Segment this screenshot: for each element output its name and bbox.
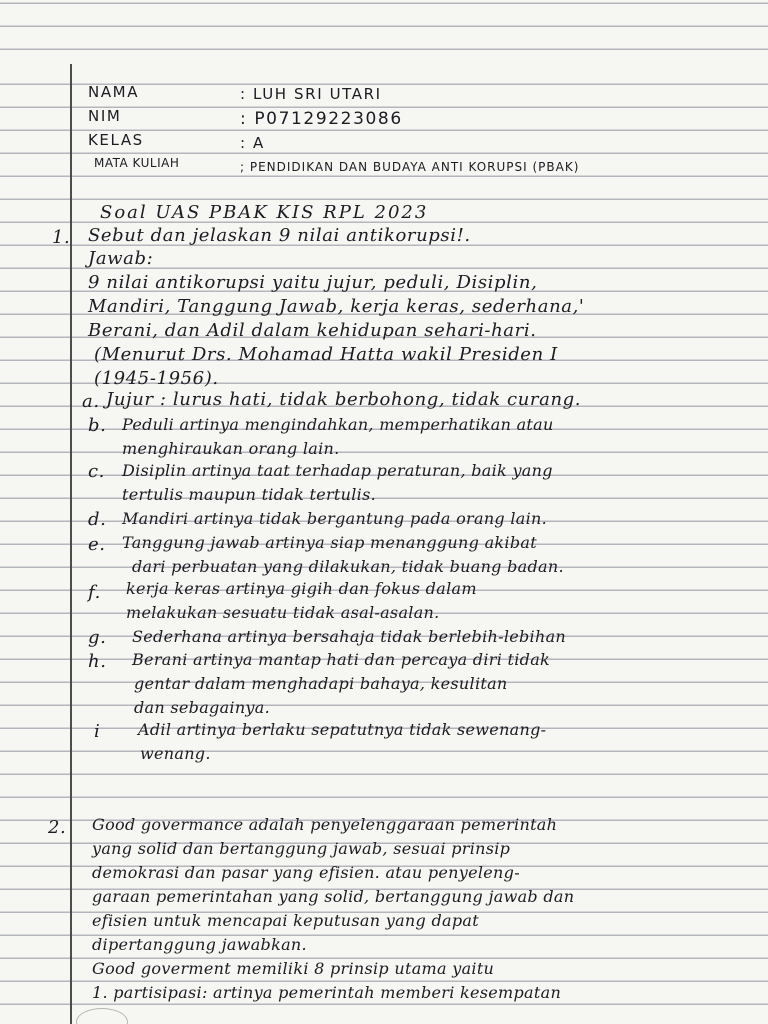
answer-line: yang solid dan bertanggung jawab, sesuai prinsip: [92, 839, 511, 858]
stamp-mark: [76, 1008, 128, 1024]
answer-line: Mandiri, Tanggung Jawab, kerja keras, sederhana,': [88, 296, 585, 317]
question-number: 1.: [52, 227, 71, 248]
item-line: Sederhana artinya bersahaja tidak berlebih-lebihan: [132, 627, 567, 646]
answer-line: demokrasi dan pasar yang efisien. atau penyeleng-: [92, 863, 520, 882]
item-letter: h.: [88, 651, 107, 672]
matkul-label: MATA KULIAH: [94, 156, 180, 170]
nim-label: NIM: [88, 107, 122, 125]
kelas-label: KELAS: [88, 131, 144, 149]
kelas-value: : A: [240, 134, 265, 152]
answer-line: efisien untuk mencapai keputusan yang dapat: [92, 911, 479, 930]
answer-line: Good goverment memiliki 8 prinsip utama yaitu: [92, 959, 495, 978]
item-line: kerja keras artinya gigih dan fokus dalam: [126, 579, 477, 598]
answer-label: Jawab:: [88, 248, 154, 269]
item-line: tertulis maupun tidak tertulis.: [122, 485, 376, 504]
item-letter: a.: [82, 391, 100, 412]
nim-value: : P07129223086: [240, 109, 403, 129]
item-line: Peduli artinya mengindahkan, memperhatikan atau: [122, 415, 554, 434]
item-letter: f.: [88, 582, 101, 603]
item-line: wenang.: [140, 744, 211, 763]
item-letter: c.: [88, 461, 106, 482]
item-letter: g.: [88, 627, 107, 648]
answer-line: garaan pemerintahan yang solid, bertanggung jawab dan: [92, 887, 575, 906]
exam-title: Soal UAS PBAK KIS RPL 2023: [100, 202, 429, 223]
item-letter: b.: [88, 415, 107, 436]
item-letter: d.: [88, 509, 107, 530]
item-line: Tanggung jawab artinya siap menanggung akibat: [122, 533, 537, 552]
item-line: Adil artinya berlaku sepatutnya tidak sewenang-: [138, 720, 547, 739]
item-line: Berani artinya mantap hati dan percaya diri tidak: [132, 650, 551, 669]
item-letter: e.: [88, 534, 106, 555]
answer-line: 1. partisipasi: artinya pemerintah memberi kesempatan: [92, 983, 562, 1002]
nama-label: NAMA: [88, 83, 140, 101]
item-line: dari perbuatan yang dilakukan, tidak buang badan.: [132, 557, 564, 576]
item-line: Jujur : lurus hati, tidak berbohong, tidak curang.: [106, 389, 582, 410]
answer-line: 9 nilai antikorupsi yaitu jujur, peduli, Disiplin,: [88, 272, 538, 293]
item-line: gentar dalam menghadapi bahaya, kesulitan: [134, 674, 508, 693]
matkul-value: ; PENDIDIKAN DAN BUDAYA ANTI KORUPSI (PBAK): [240, 160, 580, 174]
item-line: menghiraukan orang lain.: [122, 439, 340, 458]
item-line: Disiplin artinya taat terhadap peraturan, baik yang: [122, 461, 553, 480]
answer-line: dipertanggung jawabkan.: [92, 935, 307, 954]
nama-value: : LUH SRI UTARI: [240, 85, 382, 103]
answer-line: Berani, dan Adil dalam kehidupan sehari-hari.: [88, 320, 537, 341]
item-line: melakukan sesuatu tidak asal-asalan.: [126, 603, 440, 622]
answer-line: (1945-1956).: [94, 368, 219, 389]
question-number: 2.: [48, 817, 67, 838]
question-text: Sebut dan jelaskan 9 nilai antikorupsi!.: [88, 225, 471, 246]
answer-line: (Menurut Drs. Mohamad Hatta wakil Presiden I: [94, 344, 558, 365]
item-letter: i: [94, 721, 101, 742]
item-line: dan sebagainya.: [134, 698, 270, 717]
margin-line: [70, 64, 72, 1024]
answer-line: Good govermance adalah penyelenggaraan pemerintah: [92, 815, 558, 834]
item-line: Mandiri artinya tidak bergantung pada orang lain.: [122, 509, 548, 528]
